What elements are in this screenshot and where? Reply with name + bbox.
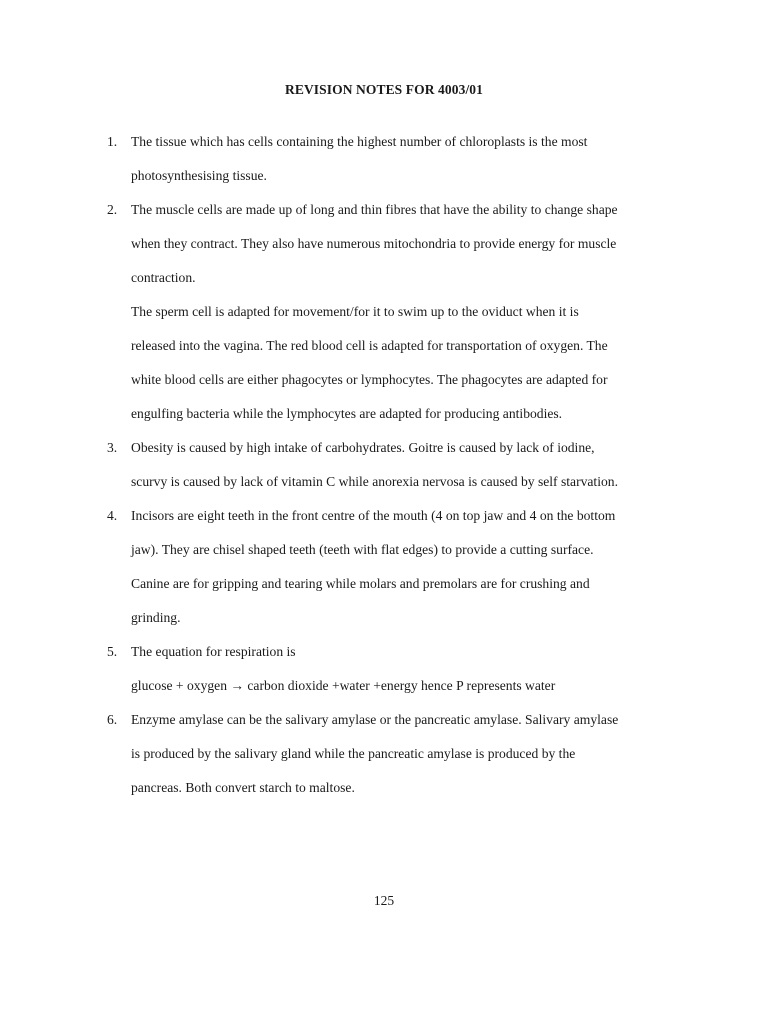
list-item [107,193,697,431]
item-text-line: The equation for respiration is [131,644,296,659]
item-text-line: photosynthesising tissue. [131,168,267,183]
item-number: 6. [107,712,118,727]
list-item [107,125,697,193]
revision-notes-list [107,125,697,805]
item-text-line: contraction. [131,270,196,285]
list-item [107,703,697,805]
item-number: 2. [107,202,118,217]
item-text-line: Incisors are eight teeth in the front centre of the mouth (4 on top jaw and 4 on the bottom [131,508,616,523]
item-number: 1. [107,134,118,149]
item-number: 4. [107,508,118,523]
item-text-line: when they contract. They also have numerous mitochondria to provide energy for muscle [131,236,617,251]
item-text-line: Obesity is caused by high intake of carbohydrates. Goitre is caused by lack of iodine, [131,440,595,455]
item-text-line: Canine are for gripping and tearing while molars and premolars are for crushing and [131,576,590,591]
item-text-line: engulfing bacteria while the lymphocytes are adapted for producing antibodies. [131,406,563,421]
item-text-line: The sperm cell is adapted for movement/for it to swim up to the oviduct when it is [131,304,579,319]
list-item [107,499,697,635]
item-text-line: The tissue which has cells containing the highest number of chloroplasts is the most [131,134,588,149]
respiration-equation: glucose + oxygen → carbon dioxide +water +energy hence P represents water [131,678,556,693]
item-text-line: released into the vagina. The red blood cell is adapted for transportation of oxygen. The [131,338,608,353]
item-number: 3. [107,440,118,455]
item-text-line: grinding. [131,610,181,625]
item-text-line: pancreas. Both convert starch to maltose. [131,780,355,795]
page-number: 125 [373,893,395,908]
item-text-line: The muscle cells are made up of long and thin fibres that have the ability to change shape [131,202,618,217]
item-text-line: jaw). They are chisel shaped teeth (teeth with flat edges) to provide a cutting surface. [131,542,594,557]
list-item [107,431,697,499]
item-text-line: scurvy is caused by lack of vitamin C while anorexia nervosa is caused by self starvation. [131,474,618,489]
item-text-line: is produced by the salivary gland while the pancreatic amylase is produced by the [131,746,576,761]
page-title: REVISION NOTES FOR 4003/01 [284,82,483,97]
list-item [107,635,697,703]
item-text-line: Enzyme amylase can be the salivary amylase or the pancreatic amylase. Salivary amylase [131,712,619,727]
item-text-line: white blood cells are either phagocytes or lymphocytes. The phagocytes are adapted for [131,372,608,387]
item-number: 5. [107,644,118,659]
